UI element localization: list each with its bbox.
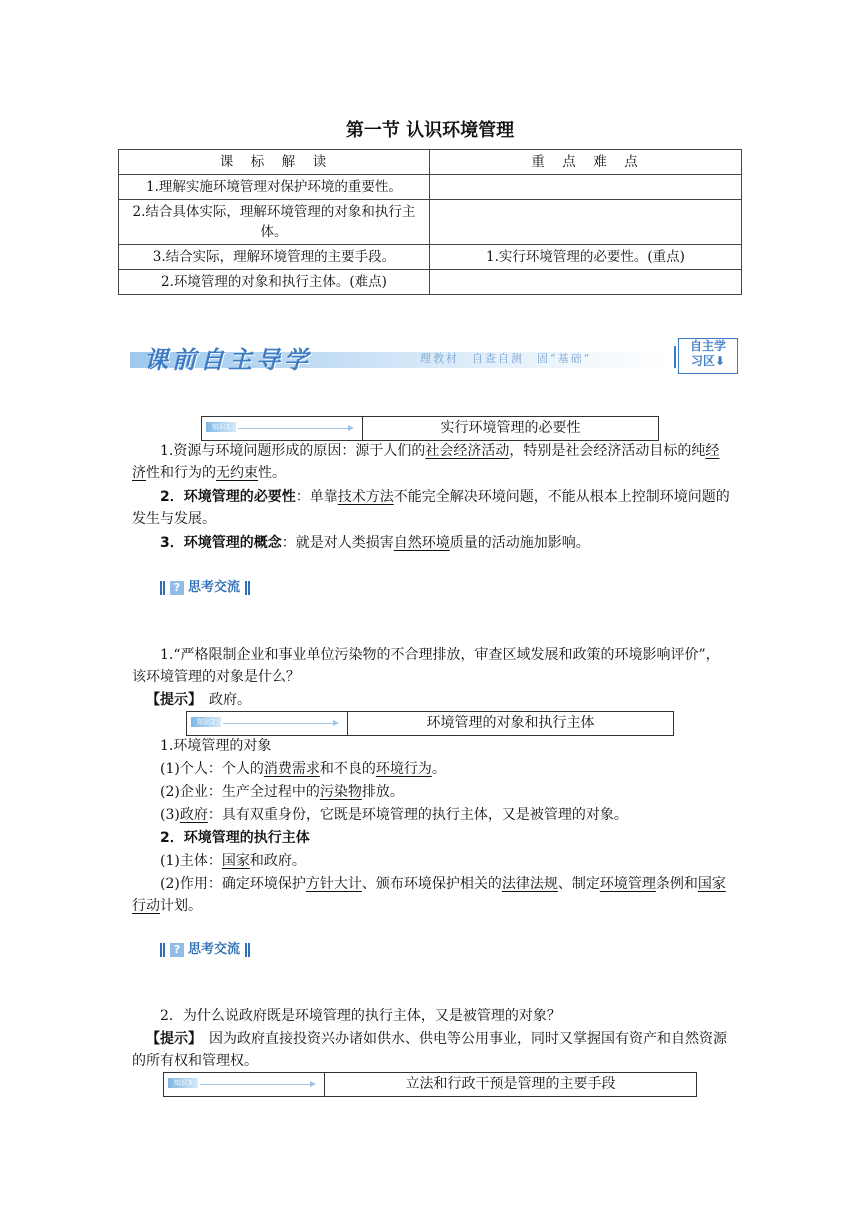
- knowledge-tag: [187, 712, 348, 735]
- question-2: 2．为什么说政府既是环境管理的执行主体，又是被管理的对象？: [160, 1008, 561, 1024]
- badge-line2: 习区: [690, 354, 715, 368]
- hint-1: 【提示】 政府。: [146, 692, 251, 708]
- think-exchange-heading: ? 思考交流: [160, 579, 251, 597]
- k2-heading-2: 2．环境管理的执行主体: [160, 830, 310, 846]
- arrow-icon: [223, 723, 335, 724]
- hint-2: 【提示】 因为政府直接投资兴办诸如供水、供电等公用事业，同时又掌握国有资产和自然资源的所有权和管理权。: [132, 1031, 727, 1069]
- table-cell: 3.结合实际，理解环境管理的主要手段。: [119, 245, 430, 270]
- table-header-row: [119, 150, 742, 175]
- knowledge-tag: [164, 1073, 325, 1096]
- knowledge-title: 环境管理的对象和执行主体: [426, 715, 595, 731]
- k1-paragraph-1: 1.资源与环境问题形成的原因：源于人们的社会经济活动，特别是社会经济活动目标的纯经济性和行为的无约束性。: [132, 443, 720, 481]
- knowledge-tag-label: 知识2: [191, 717, 221, 727]
- think-exchange-heading: ? 思考交流: [160, 941, 251, 959]
- knowledge-title: 实行环境管理的必要性: [440, 420, 581, 436]
- table-row: [119, 270, 742, 295]
- table-row: [119, 200, 742, 245]
- question-1: 1.“严格限制企业和事业单位污染物的不合理排放，审查区域发展和政策的环境影响评价”，该环境管理的对象是什么？: [132, 647, 720, 685]
- knowledge-2-band: [186, 711, 674, 736]
- knowledge-tag-label: 知识3: [168, 1078, 198, 1088]
- table-cell: [430, 200, 742, 245]
- table-cell: [430, 270, 742, 295]
- knowledge-tag-label: 知识1: [206, 422, 236, 432]
- knowledge-tag: [202, 417, 363, 440]
- question-icon: ?: [170, 943, 184, 957]
- arrow-icon: [200, 1084, 312, 1085]
- page-title: 第一节 认识环境管理: [345, 120, 515, 141]
- objectives-table: [118, 149, 742, 295]
- k2-line-2: (2)企业：生产全过程中的污染物排放。: [160, 784, 404, 800]
- table-cell: 1.实行环境管理的必要性。(重点): [430, 245, 742, 270]
- table-header: 课 标 解 读: [119, 150, 430, 175]
- arrow-icon: [238, 428, 350, 429]
- knowledge-3-band: [163, 1072, 697, 1097]
- badge-line1: 自主学: [689, 339, 726, 353]
- table-cell: 2.环境管理的对象和执行主体。(难点): [119, 270, 430, 295]
- k2-heading-1: 1.环境管理的对象: [160, 738, 272, 754]
- k2-line-1: (1)个人：个人的消费需求和不良的环境行为。: [160, 761, 446, 777]
- table-row: [119, 175, 742, 200]
- table-cell: 1.理解实施环境管理对保护环境的重要性。: [119, 175, 430, 200]
- banner-divider: [674, 346, 676, 368]
- knowledge-1-band: [201, 416, 659, 441]
- table-cell: 2.结合具体实际，理解环境管理的对象和执行主体。: [119, 200, 430, 245]
- down-arrow-icon: ⬇: [714, 354, 726, 368]
- k2-line-5: (2)作用：确定环境保护方针大计、颁布环境保护相关的法律法规、制定环境管理条例和国家行动计划。: [132, 876, 726, 914]
- banner-title: 课前自主导学: [144, 346, 312, 374]
- k1-paragraph-3: 3．环境管理的概念：就是对人类损害自然环境质量的活动施加影响。: [160, 535, 590, 551]
- k2-line-3: (3)政府：具有双重身份，它既是环境管理的执行主体，又是被管理的对象。: [160, 807, 628, 823]
- banner-subtitle: 理教材 自查自测 固“基础”: [420, 352, 592, 365]
- table-cell: [430, 175, 742, 200]
- table-row: [119, 245, 742, 270]
- section-banner: [130, 338, 738, 374]
- k1-paragraph-2: 2．环境管理的必要性：单靠技术方法不能完全解决环境问题，不能从根本上控制环境问题的发生与发展。: [132, 489, 730, 527]
- question-icon: ?: [170, 581, 184, 595]
- k2-line-4: (1)主体：国家和政府。: [160, 853, 306, 869]
- self-study-badge: [678, 338, 738, 374]
- knowledge-title: 立法和行政干预是管理的主要手段: [405, 1076, 616, 1092]
- table-header: 重 点 难 点: [430, 150, 742, 175]
